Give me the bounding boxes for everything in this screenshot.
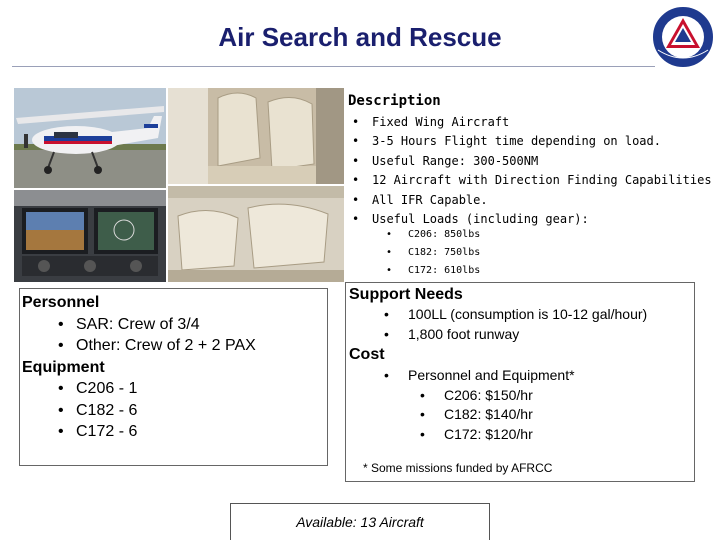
description-heading: Description bbox=[348, 93, 441, 109]
list-item: • Other: Crew of 2 + 2 PAX bbox=[22, 335, 256, 357]
useful-loads-list bbox=[386, 226, 480, 280]
civil-air-patrol-logo bbox=[650, 4, 716, 70]
list-item: • C182 - 6 bbox=[22, 400, 256, 422]
cockpit-panel-photo bbox=[14, 190, 166, 282]
list-item: • Fixed Wing Aircraft bbox=[352, 113, 712, 132]
list-item: • Useful Loads (including gear): bbox=[352, 210, 712, 229]
list-item: • All IFR Capable. bbox=[352, 191, 712, 210]
list-item: • C182: 750lbs bbox=[386, 244, 480, 262]
cabin-seats-photo bbox=[168, 88, 344, 184]
equipment-heading: Equipment bbox=[22, 358, 105, 376]
personnel-equipment-content bbox=[22, 292, 256, 443]
title-divider bbox=[12, 66, 655, 67]
list-item: • C172: $120/hr bbox=[420, 426, 533, 442]
list-item: • C172 - 6 bbox=[22, 421, 256, 443]
list-item: • C206: $150/hr bbox=[420, 387, 533, 403]
funding-note: * Some missions funded by AFRCC bbox=[363, 461, 553, 475]
list-item: • Useful Range: 300-500NM bbox=[352, 152, 712, 171]
list-item: • 3-5 Hours Flight time depending on load. bbox=[352, 132, 712, 151]
personnel-heading: Personnel bbox=[22, 294, 100, 311]
list-item: • 1,800 foot runway bbox=[384, 326, 520, 342]
list-item: • Personnel and Equipment* bbox=[384, 367, 575, 383]
list-item: • C206 - 1 bbox=[22, 378, 256, 400]
cost-heading: Cost bbox=[349, 346, 385, 363]
list-item: • C172: 610lbs bbox=[386, 262, 480, 280]
list-item: • C182: $140/hr bbox=[420, 406, 533, 422]
list-item: • 12 Aircraft with Direction Finding Capabilities bbox=[352, 171, 712, 190]
list-item: • C206: 850lbs bbox=[386, 226, 480, 244]
availability-text: Available: 13 Aircraft bbox=[296, 514, 424, 530]
description-list bbox=[352, 113, 712, 229]
support-needs-heading: Support Needs bbox=[349, 286, 463, 303]
slide-title: Air Search and Rescue bbox=[218, 22, 502, 52]
list-item: • SAR: Crew of 3/4 bbox=[22, 314, 256, 336]
aircraft-exterior-photo bbox=[14, 88, 166, 188]
list-item: • 100LL (consumption is 10-12 gal/hour) bbox=[384, 306, 648, 322]
rear-seats-photo bbox=[168, 186, 344, 282]
